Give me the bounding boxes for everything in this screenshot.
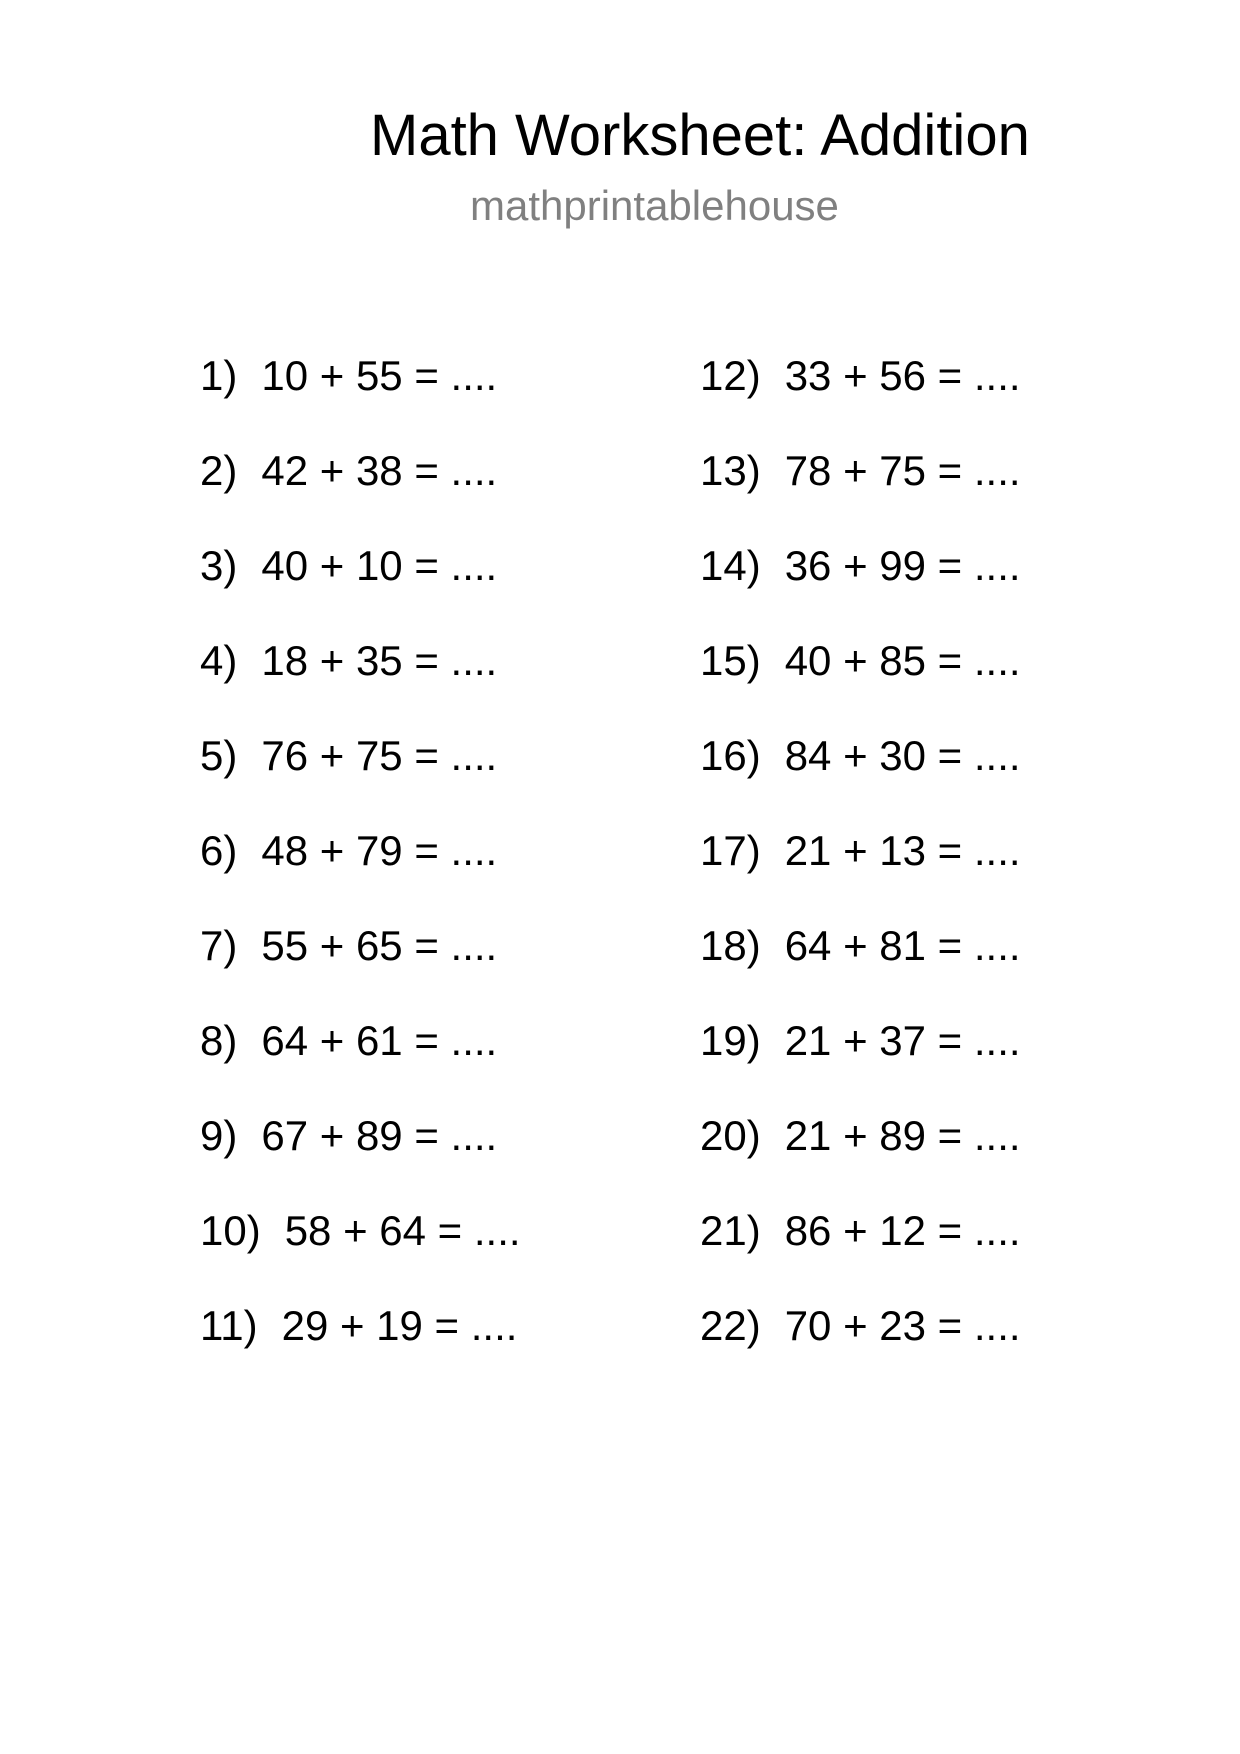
- problem-item: [700, 633, 1200, 728]
- problem-number: 11): [200, 1302, 258, 1349]
- problem-expression: 18 + 35 = ....: [261, 637, 498, 684]
- problem-number: 14): [700, 542, 761, 589]
- problem-number: 17): [700, 827, 761, 874]
- problem-number: 19): [700, 1017, 761, 1064]
- problem-expression: 48 + 79 = ....: [261, 827, 498, 874]
- problem-number: 18): [700, 922, 761, 969]
- problem-expression: 84 + 30 = ....: [784, 732, 1021, 779]
- problem-expression: 64 + 61 = ....: [261, 1017, 498, 1064]
- problem-expression: 10 + 55 = ....: [261, 352, 498, 399]
- page-subtitle: mathprintablehouse: [470, 182, 839, 229]
- problem-item: [200, 1013, 700, 1108]
- problem-item: [700, 443, 1200, 538]
- problem-expression: 21 + 89 = ....: [784, 1112, 1021, 1159]
- problem-item: [200, 633, 700, 728]
- problem-number: 20): [700, 1112, 761, 1159]
- problem-number: 2): [200, 447, 238, 494]
- problem-expression: 21 + 13 = ....: [784, 827, 1021, 874]
- problem-item: [700, 1108, 1200, 1203]
- problem-item: [700, 1203, 1200, 1298]
- problem-item: [200, 443, 700, 538]
- problem-expression: 78 + 75 = ....: [784, 447, 1021, 494]
- problem-item: [700, 348, 1200, 443]
- problem-expression: 36 + 99 = ....: [784, 542, 1021, 589]
- problem-number: 4): [200, 637, 238, 684]
- problem-number: 22): [700, 1302, 761, 1349]
- problem-column-right: [700, 348, 1200, 1393]
- problem-item: [700, 538, 1200, 633]
- problem-item: [200, 348, 700, 443]
- problem-number: 3): [200, 542, 238, 589]
- problem-expression: 58 + 64 = ....: [284, 1207, 521, 1254]
- problem-item: [200, 1298, 700, 1393]
- problem-item: [700, 1013, 1200, 1108]
- problem-number: 15): [700, 637, 761, 684]
- problem-expression: 40 + 85 = ....: [784, 637, 1021, 684]
- problem-expression: 86 + 12 = ....: [784, 1207, 1021, 1254]
- problem-number: 8): [200, 1017, 238, 1064]
- problem-number: 16): [700, 732, 761, 779]
- problem-item: [200, 1108, 700, 1203]
- problem-number: 6): [200, 827, 238, 874]
- problem-item: [200, 728, 700, 823]
- problem-number: 12): [700, 352, 761, 399]
- problem-expression: 76 + 75 = ....: [261, 732, 498, 779]
- problem-number: 13): [700, 447, 761, 494]
- problem-item: [200, 918, 700, 1013]
- problem-expression: 42 + 38 = ....: [261, 447, 498, 494]
- problem-number: 9): [200, 1112, 238, 1159]
- problem-expression: 40 + 10 = ....: [261, 542, 498, 589]
- problem-expression: 29 + 19 = ....: [281, 1302, 518, 1349]
- page-title: Math Worksheet: Addition: [370, 103, 1030, 168]
- problem-number: 21): [700, 1207, 761, 1254]
- problem-expression: 55 + 65 = ....: [261, 922, 498, 969]
- problem-number: 5): [200, 732, 238, 779]
- problem-item: [700, 918, 1200, 1013]
- problem-expression: 33 + 56 = ....: [784, 352, 1021, 399]
- problem-number: 7): [200, 922, 238, 969]
- problem-item: [200, 538, 700, 633]
- problem-expression: 64 + 81 = ....: [784, 922, 1021, 969]
- problem-column-left: [200, 348, 700, 1393]
- problem-number: 1): [200, 352, 238, 399]
- problem-item: [700, 1298, 1200, 1393]
- problem-item: [700, 823, 1200, 918]
- problem-expression: 70 + 23 = ....: [784, 1302, 1021, 1349]
- problem-number: 10): [200, 1207, 261, 1254]
- problem-item: [700, 728, 1200, 823]
- problem-item: [200, 823, 700, 918]
- problem-expression: 67 + 89 = ....: [261, 1112, 498, 1159]
- problem-expression: 21 + 37 = ....: [784, 1017, 1021, 1064]
- problem-item: [200, 1203, 700, 1298]
